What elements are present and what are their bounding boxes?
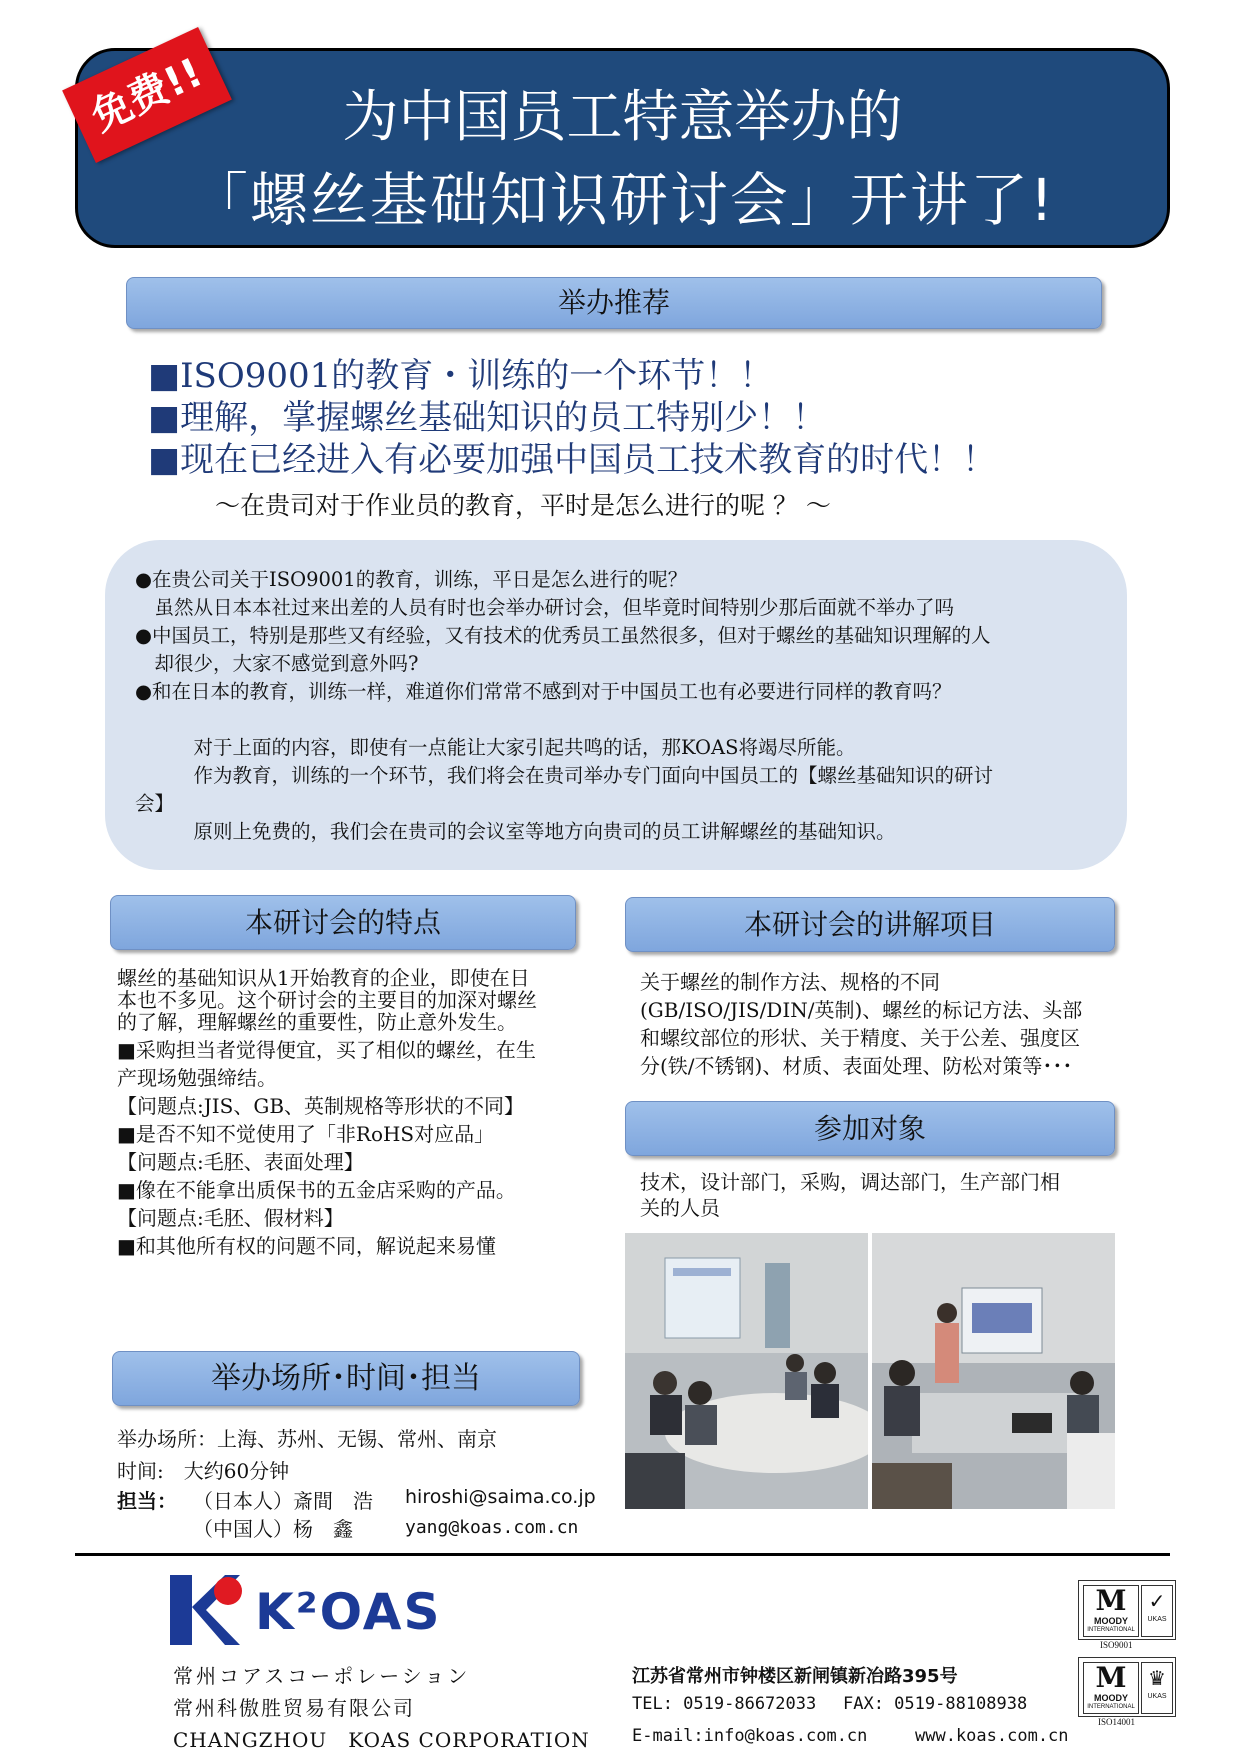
intro-line: 虽然从日本本社过来出差的人员有时也会举办研讨会，但毕竟时间特别少那后面就不举办了吗	[135, 596, 955, 619]
features-line: 的了解，理解螺丝的重要性，防止意外发生。	[117, 1010, 517, 1034]
venue-staff-label: 担当：	[117, 1489, 177, 1513]
moody-icon: M	[1095, 1661, 1127, 1694]
intro-line: 对于上面的内容，即使有一点能让大家引起共鸣的话，那KOAS将竭尽所能。	[135, 736, 856, 759]
intro-line: 会】	[135, 792, 175, 815]
recommend-bullet: ■理解，掌握螺丝基础知识的员工特别少！！	[148, 398, 827, 438]
free-badge: 免费!!	[62, 27, 232, 163]
recommend-subtitle: ～在贵司对于作业员的教育，平时是怎么进行的呢 ？ ～	[215, 491, 831, 520]
topics-line: 和螺纹部位的形状、关于精度、关于公差、强度区	[640, 1026, 1080, 1050]
checkmark-icon: ✓	[1148, 1589, 1166, 1613]
topics-line: 分(铁/不锈钢)、材质、表面处理、防松对策等･･･	[640, 1054, 1073, 1078]
recommend-bullet: ■ISO9001的教育・训练的一个环节！！	[148, 356, 774, 396]
title-line-2: 「螺丝基础知识研讨会」开讲了!	[189, 166, 1056, 234]
email-jp[interactable]: hiroshi@saima.co.jp	[405, 1486, 596, 1508]
intro-line: 作为教育，训练的一个环节，我们将会在贵司举办专门面向中国员工的【螺丝基础知识的研讨	[135, 764, 994, 787]
topics-line: (GB/ISO/JIS/DIN/英制)、螺丝的标记方法、头部	[640, 998, 1083, 1022]
features-line: ■像在不能拿出质保书的五金店采购的产品。	[117, 1178, 516, 1202]
cert-label: ISO14001	[1098, 1717, 1136, 1727]
company-name-jp: 常州コアスコーポレーション	[173, 1664, 471, 1688]
company-email[interactable]: E-mail:info@koas.com.cn	[632, 1726, 868, 1746]
company-name-cn: 常州科傲胜贸易有限公司	[173, 1696, 415, 1720]
topics-line: 关于螺丝的制作方法、规格的不同	[640, 970, 940, 994]
features-line: 【问题点:毛胚、表面处理】	[117, 1150, 364, 1174]
email-cn[interactable]: yang@koas.com.cn	[405, 1517, 579, 1538]
features-line: ■和其他所有权的问题不同，解说起来易懂	[117, 1234, 496, 1258]
features-line: 【问题点:毛胚、假材料】	[117, 1206, 344, 1230]
features-line: 产现场勉强缔结。	[117, 1066, 277, 1090]
moody-icon: M	[1095, 1584, 1127, 1617]
features-line: 本也不多见。这个研讨会的主要目的加深对螺丝	[117, 988, 537, 1012]
company-tel: TEL: 0519-86672033	[632, 1694, 817, 1714]
recommend-bullet: ■现在已经进入有必要加强中国员工技术教育的时代！！	[148, 440, 997, 480]
features-line: ■是否不知不觉使用了「非RoHS对应品」	[117, 1122, 495, 1146]
koas-logo	[170, 1575, 440, 1645]
features-heading: 本研讨会的特点	[110, 895, 576, 950]
venue-staff-jp: （日本人）斎間 浩	[193, 1489, 373, 1513]
audience-heading: 参加对象	[625, 1101, 1115, 1156]
venue-place: 举办场所：上海、苏州、无锡、常州、南京	[117, 1427, 497, 1451]
audience-line: 技术，设计部门，采购，调达部门，生产部门相	[640, 1170, 1060, 1194]
intro-line: ●和在日本的教育，训练一样，难道你们常常不感到对于中国员工也有必要进行同样的教育吗？	[135, 680, 952, 703]
intro-box	[105, 540, 1127, 870]
venue-staff-cn: （中国人）杨 鑫	[193, 1517, 353, 1541]
seminar-photo-2	[872, 1233, 1115, 1509]
company-website[interactable]: www.koas.com.cn	[915, 1726, 1069, 1746]
venue-heading: 举办场所･时间･担当	[112, 1351, 580, 1406]
seminar-photo-1	[625, 1233, 868, 1509]
cert-label: ISO9001	[1100, 1640, 1133, 1650]
audience-line: 关的人员	[640, 1196, 720, 1220]
company-fax: FAX: 0519-88108938	[843, 1694, 1028, 1714]
iso9001-cert-mark: M MOODY INTERNATIONAL ✓ UKAS	[1078, 1580, 1176, 1640]
features-line: ■采购担当者觉得便宜，买了相似的螺丝，在生	[117, 1038, 536, 1062]
header-banner	[75, 48, 1170, 248]
topics-heading: 本研讨会的讲解项目	[625, 897, 1115, 952]
intro-line: 原则上免费的，我们会在贵司的会议室等地方向贵司的员工讲解螺丝的基础知识。	[135, 820, 896, 843]
company-address: 江苏省常州市钟楼区新闸镇新冶路395号	[632, 1666, 958, 1687]
company-name-en: CHANGZHOU KOAS CORPORATION	[173, 1728, 590, 1752]
iso14001-cert-mark: M MOODY INTERNATIONAL ♛ UKAS	[1078, 1657, 1176, 1717]
features-line: 螺丝的基础知识从1开始教育的企业，即使在日	[117, 966, 530, 990]
logo-text: K²OAS	[255, 1583, 442, 1641]
crown-icon: ♛	[1148, 1666, 1166, 1690]
title-line-1: 为中国员工特意举办的	[342, 85, 903, 150]
venue-time: 时间: 大约60分钟	[117, 1459, 290, 1483]
intro-line: ●中国员工，特别是那些又有经验，又有技术的优秀员工虽然很多，但对于螺丝的基础知识理解的人	[135, 624, 991, 647]
recommend-heading: 举办推荐	[126, 277, 1102, 329]
intro-line: 却很少，大家不感觉到意外吗?	[135, 652, 419, 675]
intro-line: ●在贵公司关于ISO9001的教育，训练，平日是怎么进行的呢？	[135, 568, 688, 591]
features-line: 【问题点:JIS、GB、英制规格等形状的不同】	[117, 1094, 525, 1118]
footer-divider	[75, 1553, 1170, 1556]
